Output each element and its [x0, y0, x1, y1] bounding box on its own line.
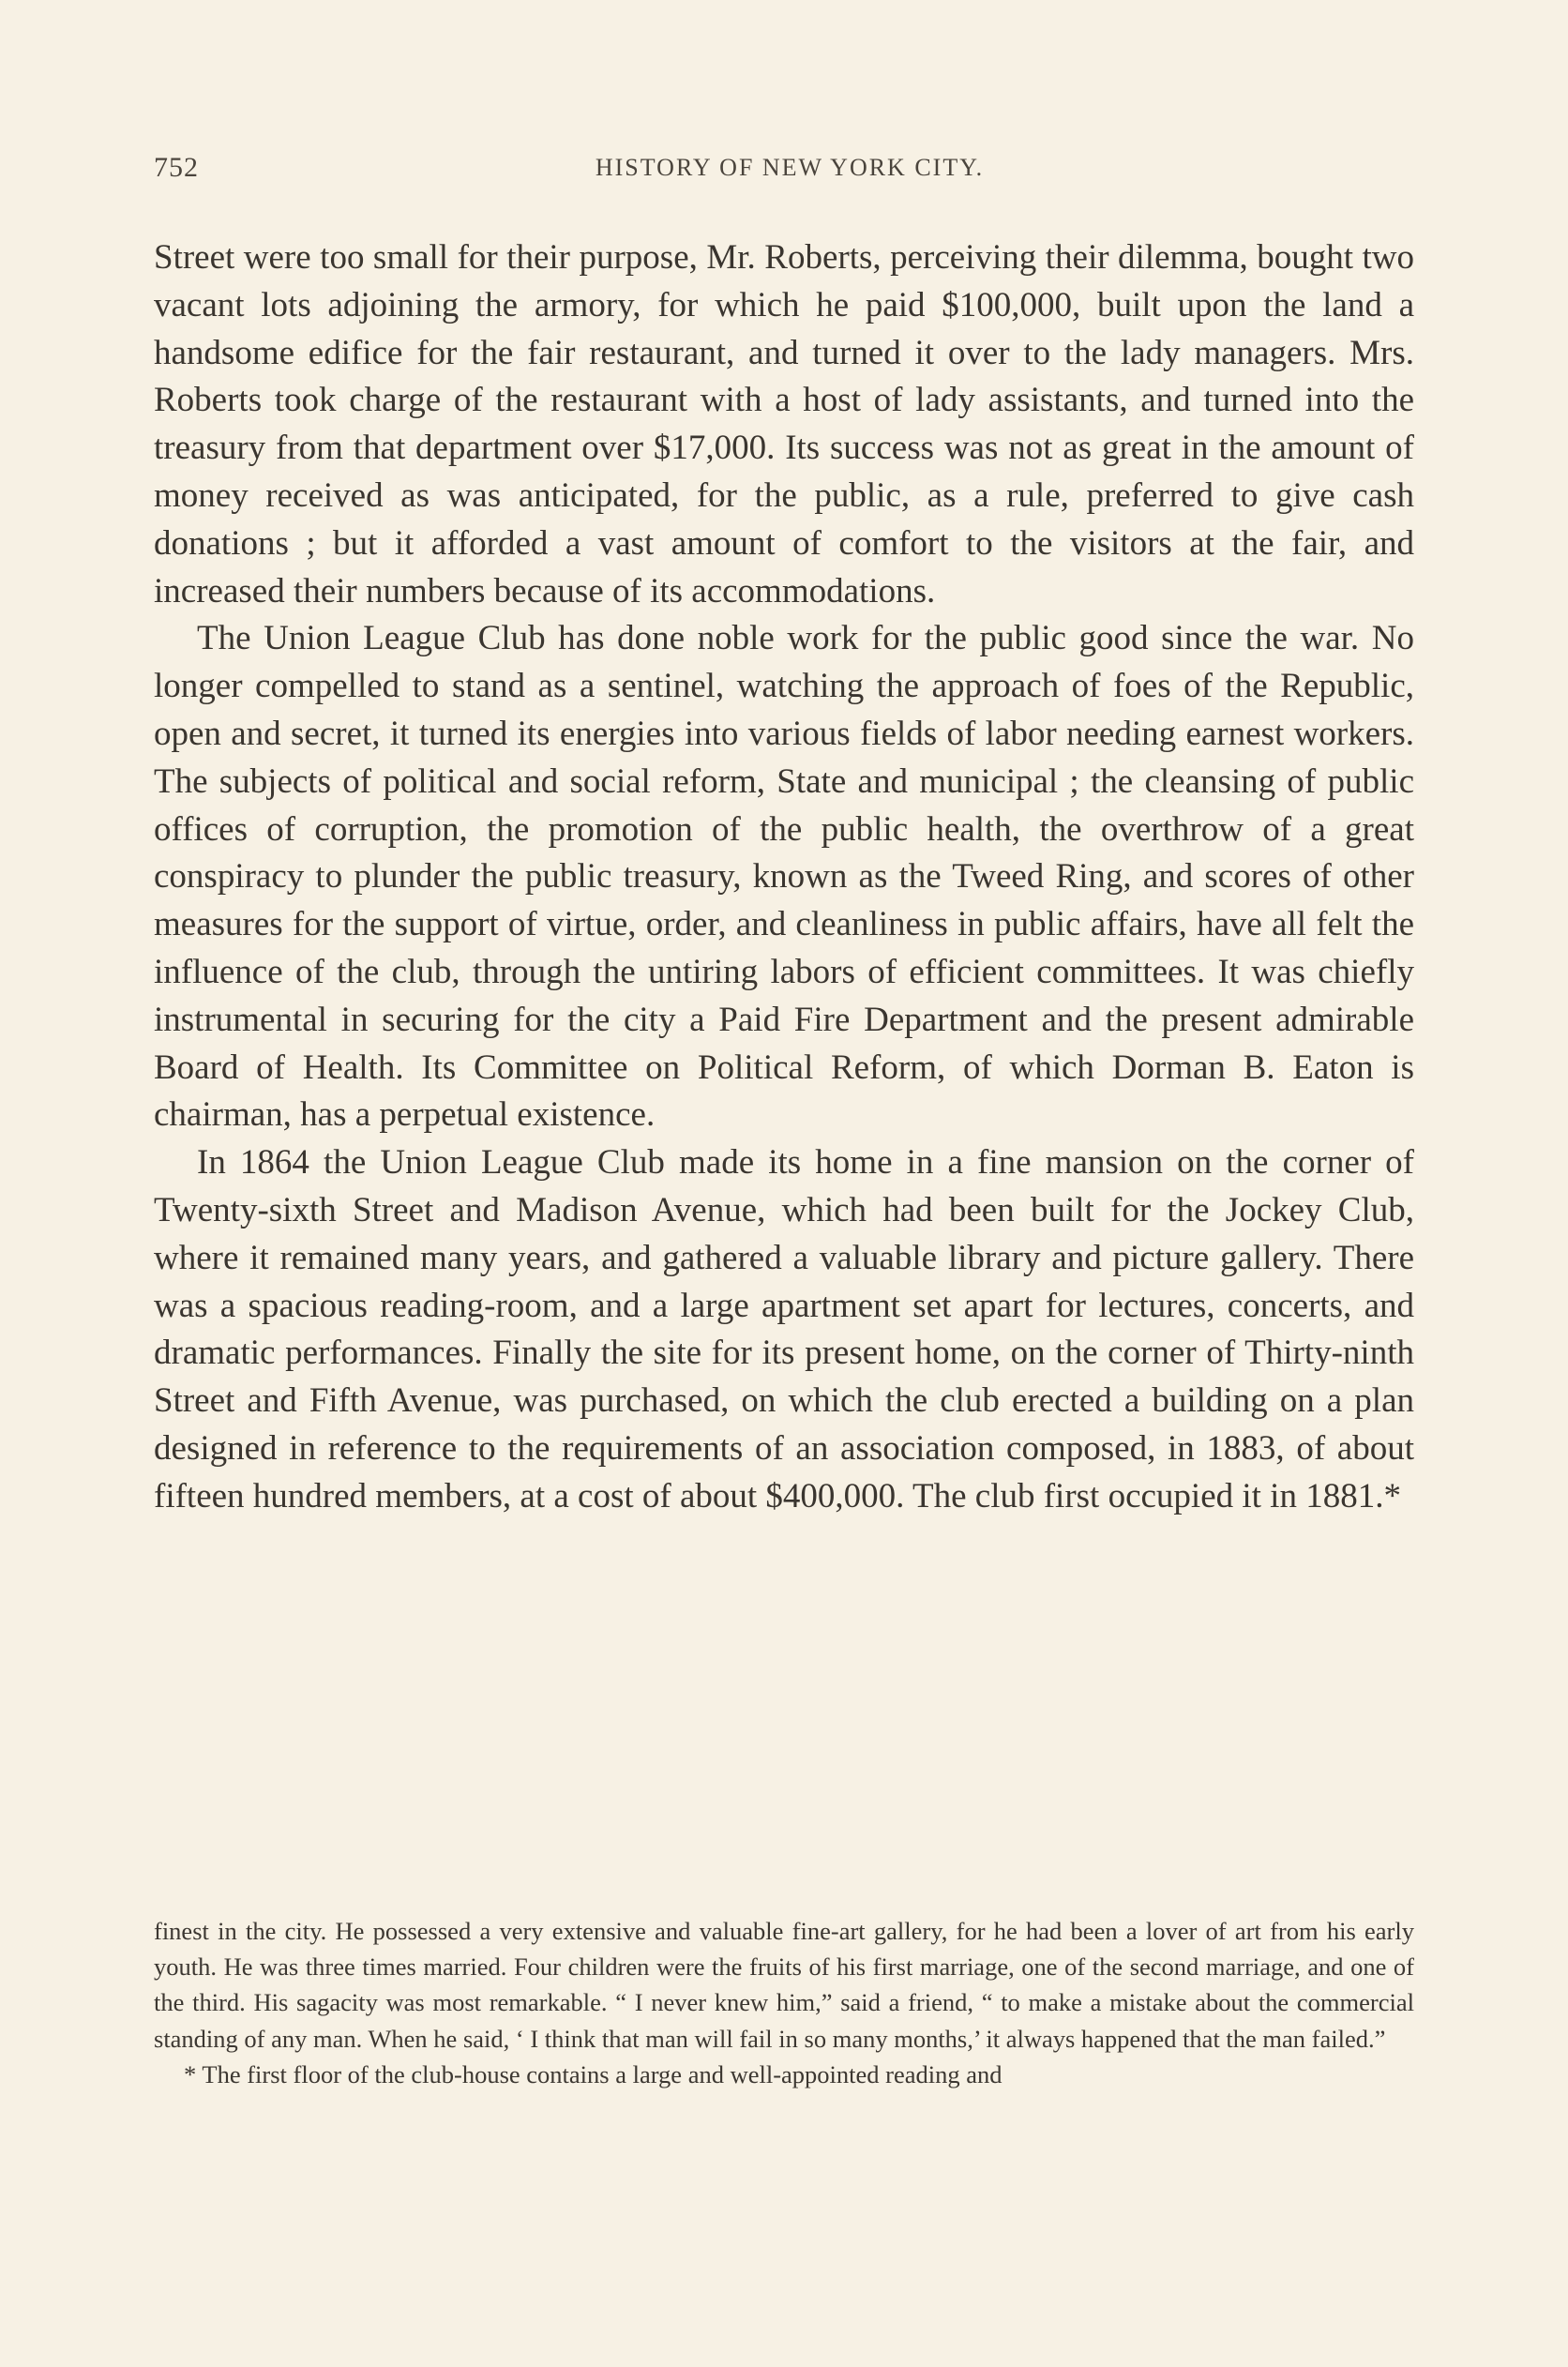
page-number: 752: [154, 152, 199, 183]
main-text: [154, 234, 1414, 1521]
footnote-continued: finest in the city. He possessed a very extensive and valuable fine-art gallery, for he had been a lover of art from his early youth. He was three times married. Four children were the fruits of his first marriage, one of the second marriage, and one of the third. His sagacity was most remarkable. “ I never knew him,” said a friend, “ to make a mistake about the commercial standing of any man. When he said, ‘ I think that man will fail in so many months,’ it always happened that the man failed.”: [154, 1917, 1414, 2053]
running-title: HISTORY OF NEW YORK CITY.: [595, 154, 985, 181]
footnote-starred: * The first floor of the club-house contains a large and well-appointed reading and: [184, 2059, 1003, 2088]
footnotes: [154, 1913, 1414, 2092]
paragraph-continued: Street were too small for their purpose, Mr. Roberts, perceiving their dilemma, bought two vacant lots adjoining the armory, for which he paid $100,000, built upon the land a handsome edifice for the fair restaurant, and turned it over to the lady managers. Mrs. Roberts took charge of the restaurant with a host of lady assistants, and turned into the treasury from that department over $17,000. Its success was not as great in the amount of money received as was anticipated, for the public, as a rule, preferred to give cash donations ; but it afforded a vast amount of comfort to the visitors at the fair, and increased their numbers because of its accommodations.: [154, 238, 1414, 611]
running-header: [154, 152, 1425, 189]
paragraph-union-league-work: The Union League Club has done noble work for the public good since the war. No longer compelled to stand as a sentinel, watching the approach of foes of the Republic, open and secret, it turned its energies into various fields of labor needing earnest workers. The subjects of political and social reform, State and municipal ; the cleansing of public offices of corruption, the promotion of the public health, the overthrow of a great conspiracy to plunder the public treasury, known as the Tweed Ring, and scores of other measures for the support of virtue, order, and cleanliness in public affairs, have all felt the influence of the club, through the untiring labors of efficient committees. It was chiefly instrumental in securing for the city a Paid Fire Department and the present admirable Board of Health. Its Committee on Political Reform, of which Dorman B. Eaton is chairman, has a perpetual existence.: [154, 619, 1414, 1135]
paragraph-union-league-home: In 1864 the Union League Club made its home in a fine mansion on the corner of Twenty-sixth Street and Madison Avenue, which had been built for the Jockey Club, where it remained many years, and gathered a valuable library and picture gallery. There was a spacious reading-room, and a large apartment set apart for lectures, concerts, and dramatic performances. Finally the site for its present home, on the corner of Thirty-ninth Street and Fifth Avenue, was purchased, on which the club erected a building on a plan designed in reference to the requirements of an association composed, in 1883, of about fifteen hundred members, at a cost of about $400,000. The club first occupied it in 1881.*: [154, 1143, 1414, 1515]
